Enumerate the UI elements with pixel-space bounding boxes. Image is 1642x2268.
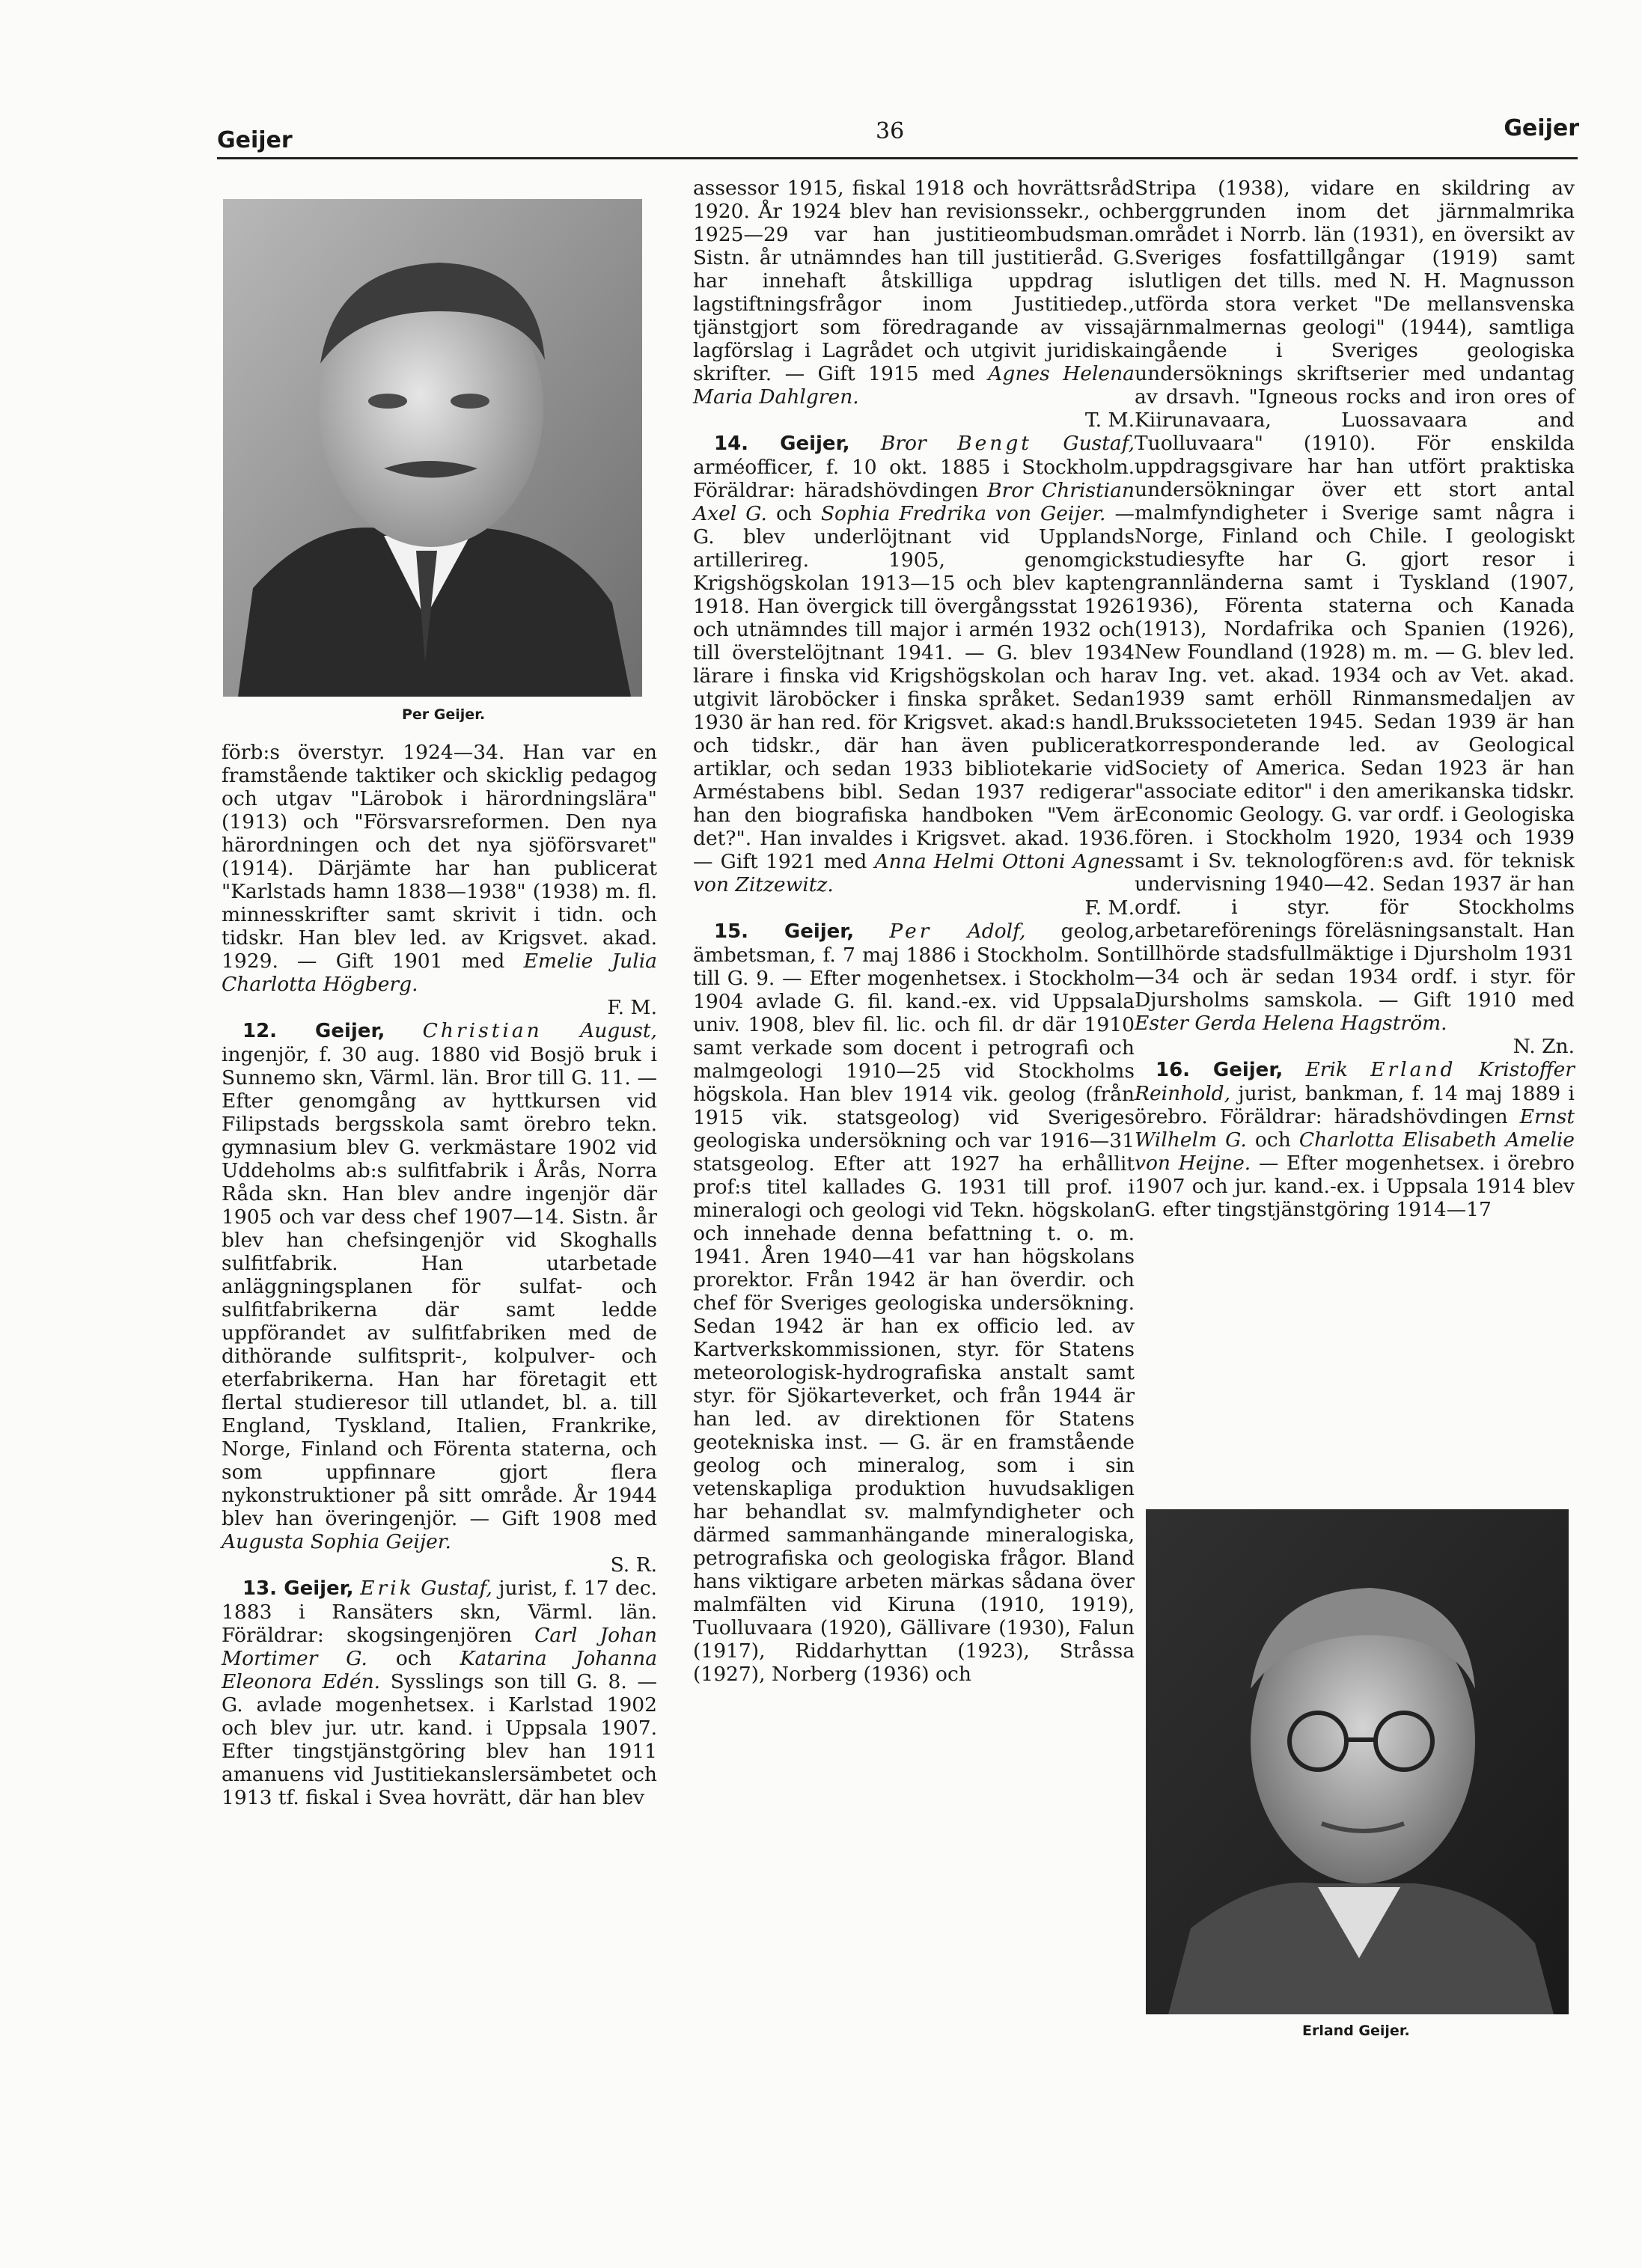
given-name: Gustaf,: [1063, 432, 1135, 455]
given-name-spaced: Per: [889, 920, 933, 943]
given-name: Erik: [1305, 1058, 1348, 1081]
spouse-name: Augusta Sophia Geijer.: [222, 1530, 451, 1553]
given-name-spaced: Erland: [1370, 1058, 1456, 1081]
parent-name: Katarina Johanna Eleonora Edén.: [222, 1647, 657, 1693]
parent-name: Bror Christian Axel G.: [693, 479, 1135, 525]
author-signature: F. M.: [607, 996, 657, 1019]
photo-caption-per: Per Geijer.: [402, 706, 486, 723]
given-name-spaced: Christian: [422, 1019, 543, 1042]
running-header: [217, 111, 1579, 156]
text-column-2: [693, 177, 1135, 1686]
entry-14: [693, 432, 1135, 920]
body-text: och: [766, 502, 821, 525]
given-name: Kristoffer Reinhold,: [1135, 1058, 1575, 1105]
body-text: Sysslings son till G. 8. — G. avlade mogenhetsex. i Karlstad 1902 och blev jur. utr. kand. i Uppsala 1907. Efter tingstjänstgöring blev han 1911 amanuens vid Justitiekanslersämbetet och 1913 tf. fiskal i Svea hovrätt, där han blev: [222, 1670, 657, 1809]
portrait-erland-geijer: [1146, 1509, 1569, 2014]
given-name: August,: [580, 1019, 657, 1042]
text-column-3: [1135, 177, 1575, 1221]
given-name: Adolf,: [967, 920, 1026, 943]
entry-heading: 16. Geijer,: [1156, 1059, 1284, 1081]
page-number: 36: [876, 118, 905, 144]
author-signature: F. M.: [1084, 896, 1135, 920]
given-name: Gustaf,: [421, 1577, 492, 1600]
author-signature: N. Zn.: [1513, 1035, 1575, 1058]
body-text: jurist, bankman, f. 14 maj 1889 i örebro. Föräldrar: häradshövdingen: [1135, 1082, 1575, 1128]
given-name: Bror: [880, 432, 927, 455]
entry-heading: 14. Geijer,: [714, 432, 850, 455]
body-text: arméofficer, f. 10 okt. 1885 i Stockholm. Föräldrar: häradshövdingen: [693, 456, 1135, 502]
paragraph-continuation: [1135, 177, 1575, 1058]
paragraph-continuation: [222, 741, 657, 1019]
parent-name: Carl Johan Mortimer G.: [222, 1624, 657, 1670]
spouse-name: Ester Gerda Helena Hagström.: [1135, 1012, 1447, 1035]
body-text: jurist, f. 17 dec. 1883 i Ransäters skn, Värml. län. Föräldrar: skogsingenjören: [222, 1577, 657, 1647]
header-left-name: Geijer: [217, 127, 293, 153]
parent-name: Sophia Fredrika von Geijer.: [820, 502, 1106, 525]
spouse-name: Agnes Helena Maria Dahlgren.: [693, 362, 1135, 409]
body-text: — G. blev underlöjtnant vid Upplands artillerireg. 1905, genomgick Krigshögskolan 1913—15 och blev kapten 1918. Han övergick till övergångsstat 1926 och utnämndes till major i armén 1932 och till överstelöjtnant 1941. — G. blev 1934 lärare i finska vid Krigshögskolan och har utgivit läroböcker i finska språket. Sedan 1930 är han red. för Krigsvet. akad:s handl. och tidskr., där han även publicerat artiklar, och sedan 1933 bibliotekarie vid Arméstabens bibl. Sedan 1937 redigerar han den biografiska handboken "Vem är det?". Han invaldes i Krigsvet. akad. 1936. — Gift 1921 med: [693, 502, 1135, 873]
photo-caption-erland: Erland Geijer.: [1302, 2023, 1410, 2039]
body-text: förb:s överstyr. 1924—34. Han var en framstående taktiker och skicklig pedagog och utgav "Lärobok i härordningslära" (1913) och "Försvarsreformen. Den nya härordningen och det nya sjöförsvaret" (1914). Därjämte har han publicerat "Karlstads hamn 1838—1938" (1938) m. fl. minnesskrifter samt skrivit i tidn. och tidskr. Han blev led. av Krigsvet. akad. 1929. — Gift 1901 med: [222, 741, 657, 973]
body-text: och: [1246, 1128, 1299, 1152]
spouse-name: Anna Helmi Ottoni Agnes von Zitzewitz.: [693, 850, 1135, 896]
author-signature: T. M.: [1084, 409, 1135, 432]
body-text: — Efter mogenhetsex. i örebro 1907 och jur. kand.-ex. i Uppsala 1914 blev G. efter tingstjänstgöring 1914—17: [1135, 1152, 1575, 1221]
entry-15: [693, 920, 1135, 1686]
header-rule: [217, 157, 1578, 159]
body-text: assessor 1915, fiskal 1918 och hovrättsråd 1920. År 1924 blev han revisionssekr., och 1925—29 var han justitieombudsman. Sistn. år utnämndes han till justitieråd. G. har innehaft åtskilliga uppdrag i lagstiftningsfrågor inom Justitiedep., tjänstgjort som föredragande av vissa lagförslag i Lagrådet och utgivit juridiska skrifter. — Gift 1915 med: [693, 177, 1135, 385]
paragraph-continuation: [693, 177, 1135, 432]
body-text: Stripa (1938), vidare en skildring av berggrunden inom det järnmalmrika området i Norrb. län (1931), en översikt av Sveriges fosfattillgångar (1919) samt slutligen det tills. med N. H. Magnusson utförda stora verket "De mellansvenska järnmalmernas geologi" (1944), samtliga ingående i Sveriges geologiska undersöknings skriftserier med undantag av drsavh. "Igneous rocks and iron ores of Kiirunavaara, Luossavaara and Tuolluvaara" (1910). För enskilda uppdragsgivare har han utfört praktiska undersökningar över ett stort antal malmfyndigheter i Sverige samt några i Norge, Finland och Chile. I geologiskt studiesyfte har G. gjort resor i grannländerna samt i Tyskland (1907, 1936), Förenta staterna och Kanada (1913), Nordafrika och Spanien (1926), New Foundland (1928) m. m. — G. blev led. av Ing. vet. akad. 1934 och av Vet. akad. 1939 samt erhöll Rinmansmedaljen av Brukssocieteten 1945. Sedan 1939 är han korresponderande led. av Geological Society of America. Sedan 1923 är han "associate editor" i den amerikanska tidskr. Economic Geology. G. var ordf. i Geologiska fören. i Stockholm 1920, 1934 och 1939 samt i Sv. teknologfören:s avd. för teknisk undervisning 1940—42. Sedan 1937 är han ordf. i styr. för Stockholms arbetareförenings föreläsningsanstalt. Han tillhörde stadsfullmäktige i Djursholm 1931—34 och är sedan 1934 ordf. i styr. för Djursholms samskola. — Gift 1910 med: [1135, 177, 1575, 1012]
parent-name: Charlotta Elisabeth Amelie von Heijne.: [1135, 1128, 1575, 1175]
entry-12: [222, 1019, 657, 1577]
body-text: och: [367, 1647, 460, 1670]
given-name-spaced: Bengt: [957, 432, 1032, 455]
parent-name: Ernst Wilhelm G.: [1135, 1105, 1575, 1152]
entry-heading: 13. Geijer,: [242, 1577, 354, 1600]
entry-16: [1135, 1058, 1575, 1221]
header-right-name: Geijer: [1504, 115, 1579, 141]
body-text: ingenjör, f. 30 aug. 1880 vid Bosjö bruk i Sunnemo skn, Värml. län. Bror till G. 11. — Efter genomgång av hyttkursen vid Filipstads bergsskola samt örebro tekn. gymnasium blev G. verkmästare 1902 vid Uddeholms ab:s sulfitfabrik i Årås, Norra Råda skn. Han blev andre ingenjör där 1905 och var dess chef 1907—14. Sistn. år blev han chefsingenjör vid Skoghalls sulfitfabrik. Han utarbetade anläggningsplanen för sulfat- och sulfitfabrikerna där samt ledde uppförandet av sulfitfabriken med de dithörande sulfitsprit-, kolpulver- och eterfabrikerna. Han har företagit ett flertal studieresor till utlandet, bl. a. till England, Tyskland, Italien, Frankrike, Norge, Finland och Förenta staterna, och som uppfinnare gjort flera nykonstruktioner på sitt område. År 1944 blev han överingenjör. — Gift 1908 med: [222, 1043, 657, 1530]
text-column-1: [222, 741, 657, 1809]
entry-heading: 12. Geijer,: [242, 1020, 385, 1042]
body-text: geolog, ämbetsman, f. 7 maj 1886 i Stockholm. Son till G. 9. — Efter mogenhetsex. i Stockholm 1904 avlade G. fil. kand.-ex. vid Uppsala univ. 1908, blev fil. lic. och fil. dr där 1910 samt verkade som docent i petrografi och malmgeologi 1910—25 vid Stockholms högskola. Han blev 1914 vik. geolog (från 1915 vik. statsgeolog) vid Sveriges geologiska undersökning och var 1916—31 statsgeolog. Efter att 1927 ha erhållit prof:s titel kallades G. 1931 till prof. i mineralogi och geologi vid Tekn. högskolan och innehade denna befattning t. o. m. 1941. Åren 1940—41 var han högskolans prorektor. Från 1942 är han överdir. och chef för Sveriges geologiska undersökning. Sedan 1942 är han ex officio led. av Kartverkskommissionen, styr. för Statens meteorologisk-hydrografiska anstalt samt styr. för Sjökarteverket, och från 1944 är han led. av direktionen för Statens geotekniska inst. — G. är en framstående geolog och mineralog, som i sin vetenskapliga produktion huvudsakligen har behandlat sv. malmfyndigheter och därmed sammanhängande mineralogiska, petrografiska och geologiska frågor. Bland hans viktigare arbeten märkas sådana över malmfälten vid Kiruna (1910, 1919), Tuolluvaara (1920), Gällivare (1930), Falun (1917), Riddarhyttan (1923), Stråssa (1927), Norberg (1936) och: [693, 920, 1135, 1686]
spouse-name: Emelie Julia Charlotta Högberg.: [222, 950, 657, 996]
author-signature: S. R.: [610, 1553, 657, 1577]
given-name-spaced: Erik: [360, 1577, 415, 1600]
entry-heading: 15. Geijer,: [714, 920, 855, 943]
portrait-per-geijer: [223, 199, 642, 697]
entry-13: [222, 1577, 657, 1809]
